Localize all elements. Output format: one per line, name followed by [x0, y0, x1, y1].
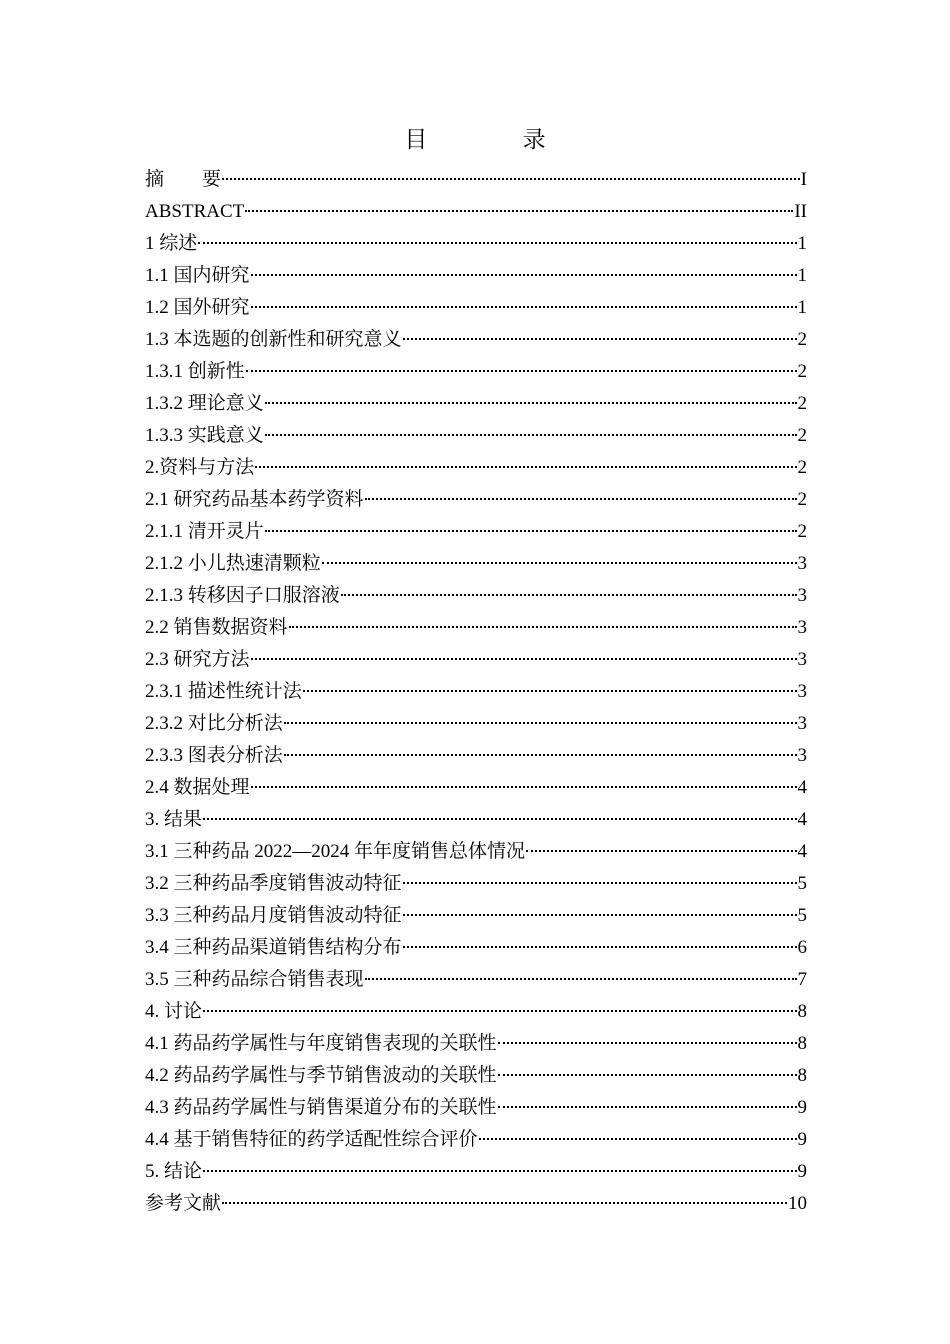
toc-dot-leader [341, 594, 797, 596]
toc-dot-leader [222, 178, 800, 180]
toc-entry[interactable] [145, 484, 807, 516]
toc-entry[interactable] [145, 196, 807, 228]
toc-dot-leader [403, 338, 797, 340]
toc-entry[interactable] [145, 612, 807, 644]
toc-entry-label: 5. 结论 [145, 1161, 203, 1182]
toc-entry-label: 1.3.2 理论意义 [145, 393, 264, 414]
toc-entry-label: 2.资料与方法 [145, 457, 255, 478]
toc-entry-page-number: 1 [797, 265, 807, 286]
toc-dot-leader [498, 1074, 797, 1076]
toc-dot-leader [246, 370, 797, 372]
toc-entry-page-number: 2 [797, 329, 807, 350]
toc-entry-page-number: 3 [797, 553, 807, 574]
toc-dot-leader [198, 242, 796, 244]
toc-entry-page-number: 6 [797, 937, 807, 958]
toc-entry-page-number: 8 [797, 1001, 807, 1022]
toc-dot-leader [403, 914, 797, 916]
toc-entry-page-number: 9 [797, 1161, 807, 1182]
toc-dot-leader [265, 402, 797, 404]
toc-entry-page-number: 1 [797, 297, 807, 318]
toc-entry-label: 1.3.3 实践意义 [145, 425, 264, 446]
toc-entry-label: 2.2 销售数据资料 [145, 617, 288, 638]
toc-entry-page-number: 2 [797, 393, 807, 414]
toc-entry[interactable] [145, 228, 807, 260]
toc-entry-page-number: 9 [797, 1129, 807, 1150]
toc-dot-leader [265, 530, 797, 532]
toc-entry[interactable] [145, 292, 807, 324]
toc-dot-leader [365, 978, 797, 980]
toc-dot-leader [203, 1170, 796, 1172]
toc-entry[interactable] [145, 164, 807, 196]
toc-entry[interactable] [145, 1156, 807, 1188]
toc-entry-label: 4.3 药品药学属性与销售渠道分布的关联性 [145, 1097, 497, 1118]
toc-entry-label: 1.3 本选题的创新性和研究意义 [145, 329, 402, 350]
toc-entry[interactable] [145, 1028, 807, 1060]
toc-entry[interactable] [145, 996, 807, 1028]
toc-entry[interactable] [145, 1060, 807, 1092]
toc-dot-leader [255, 466, 796, 468]
toc-entry[interactable] [145, 708, 807, 740]
toc-dot-leader [284, 722, 797, 724]
toc-entry-page-number: I [800, 169, 807, 190]
toc-entry-label: 3.2 三种药品季度销售波动特征 [145, 873, 402, 894]
toc-dot-leader [251, 786, 797, 788]
toc-entry-label: 4.2 药品药学属性与季节销售波动的关联性 [145, 1065, 497, 1086]
toc-entry[interactable] [145, 1092, 807, 1124]
toc-entry-label: 2.3.1 描述性统计法 [145, 681, 302, 702]
toc-entry[interactable] [145, 548, 807, 580]
toc-entry-label: 1.1 国内研究 [145, 265, 250, 286]
toc-dot-leader [498, 1042, 797, 1044]
toc-dot-leader [322, 562, 797, 564]
toc-entry-page-number: 4 [797, 841, 807, 862]
toc-entry-label: 2.3.2 对比分析法 [145, 713, 283, 734]
toc-entry-label: 3.5 三种药品综合销售表现 [145, 969, 364, 990]
toc-entry-page-number: 9 [797, 1097, 807, 1118]
toc-entry-page-number: 2 [797, 521, 807, 542]
toc-entry[interactable] [145, 1124, 807, 1156]
toc-entry-label: 2.1.1 清开灵片 [145, 521, 264, 542]
toc-entry[interactable] [145, 580, 807, 612]
toc-entry-label: 2.1 研究药品基本药学资料 [145, 489, 364, 510]
toc-entry[interactable] [145, 836, 807, 868]
toc-entry-label: 2.3 研究方法 [145, 649, 250, 670]
toc-entry[interactable] [145, 676, 807, 708]
toc-dot-leader [479, 1138, 797, 1140]
toc-entry-label: 4.4 基于销售特征的药学适配性综合评价 [145, 1129, 478, 1150]
toc-entry-page-number: 8 [797, 1033, 807, 1054]
toc-entry-label: 3.1 三种药品 2022—2024 年年度销售总体情况 [145, 841, 526, 862]
toc-entry-page-number: 3 [797, 649, 807, 670]
toc-dot-leader [265, 434, 797, 436]
toc-entry[interactable] [145, 324, 807, 356]
toc-entry-label: 2.4 数据处理 [145, 777, 250, 798]
toc-entry[interactable] [145, 868, 807, 900]
toc-entry[interactable] [145, 772, 807, 804]
toc-entry-page-number: 1 [797, 233, 807, 254]
toc-dot-leader [403, 882, 797, 884]
toc-entry[interactable] [145, 964, 807, 996]
toc-entry-page-number: 5 [797, 873, 807, 894]
toc-dot-leader [498, 1106, 797, 1108]
toc-entry-page-number: 5 [797, 905, 807, 926]
toc-entry-page-number: 3 [797, 585, 807, 606]
toc-entry[interactable] [145, 932, 807, 964]
toc-dot-leader [526, 850, 796, 852]
toc-entry-page-number: 2 [797, 489, 807, 510]
toc-dot-leader [251, 306, 797, 308]
toc-entry[interactable] [145, 804, 807, 836]
toc-entry-label: 3.3 三种药品月度销售波动特征 [145, 905, 402, 926]
toc-title: 目 录 [404, 127, 590, 153]
toc-dot-leader [203, 1010, 796, 1012]
toc-entry-label: 2.3.3 图表分析法 [145, 745, 283, 766]
toc-entry-page-number: 3 [797, 713, 807, 734]
toc-entry-page-number: 2 [797, 425, 807, 446]
toc-dot-leader [284, 754, 797, 756]
toc-entry-label: ABSTRACT [145, 201, 245, 222]
toc-dot-leader [222, 1202, 787, 1204]
toc-entry-label: 3. 结果 [145, 809, 203, 830]
toc-dot-leader [365, 498, 797, 500]
toc-entry-label: 1.2 国外研究 [145, 297, 250, 318]
toc-entry-label: 2.1.3 转移因子口服溶液 [145, 585, 340, 606]
toc-dot-leader [203, 818, 796, 820]
toc-entry-label: 摘 要 [145, 169, 222, 190]
toc-list [145, 164, 807, 1220]
toc-entry[interactable] [145, 644, 807, 676]
toc-entry[interactable] [145, 900, 807, 932]
toc-entry[interactable] [145, 420, 807, 452]
toc-dot-leader [303, 690, 797, 692]
toc-entry[interactable] [145, 1188, 807, 1220]
toc-entry[interactable] [145, 740, 807, 772]
toc-entry-label: 2.1.2 小儿热速清颗粒 [145, 553, 321, 574]
toc-entry-label: 4. 讨论 [145, 1001, 203, 1022]
toc-entry-label: 1 综述 [145, 233, 198, 254]
toc-dot-leader [289, 626, 797, 628]
toc-entry[interactable] [145, 356, 807, 388]
toc-entry-label: 4.1 药品药学属性与年度销售表现的关联性 [145, 1033, 497, 1054]
toc-entry-page-number: 4 [797, 777, 807, 798]
toc-entry[interactable] [145, 516, 807, 548]
toc-entry-page-number: 3 [797, 745, 807, 766]
toc-entry[interactable] [145, 388, 807, 420]
toc-entry-page-number: 4 [797, 809, 807, 830]
toc-dot-leader [403, 946, 797, 948]
toc-entry-label: 参考文献 [145, 1193, 222, 1214]
toc-entry-label: 1.3.1 创新性 [145, 361, 245, 382]
toc-entry-page-number: 3 [797, 681, 807, 702]
toc-entry-page-number: 3 [797, 617, 807, 638]
toc-entry[interactable] [145, 260, 807, 292]
toc-entry[interactable] [145, 452, 807, 484]
toc-dot-leader [245, 210, 793, 212]
toc-dot-leader [251, 274, 797, 276]
toc-entry-page-number: 2 [797, 361, 807, 382]
toc-entry-page-number: 2 [797, 457, 807, 478]
toc-entry-page-number: II [794, 201, 807, 222]
toc-entry-page-number: 10 [788, 1193, 807, 1214]
toc-dot-leader [251, 658, 797, 660]
toc-entry-label: 3.4 三种药品渠道销售结构分布 [145, 937, 402, 958]
toc-entry-page-number: 7 [797, 969, 807, 990]
toc-entry-page-number: 8 [797, 1065, 807, 1086]
